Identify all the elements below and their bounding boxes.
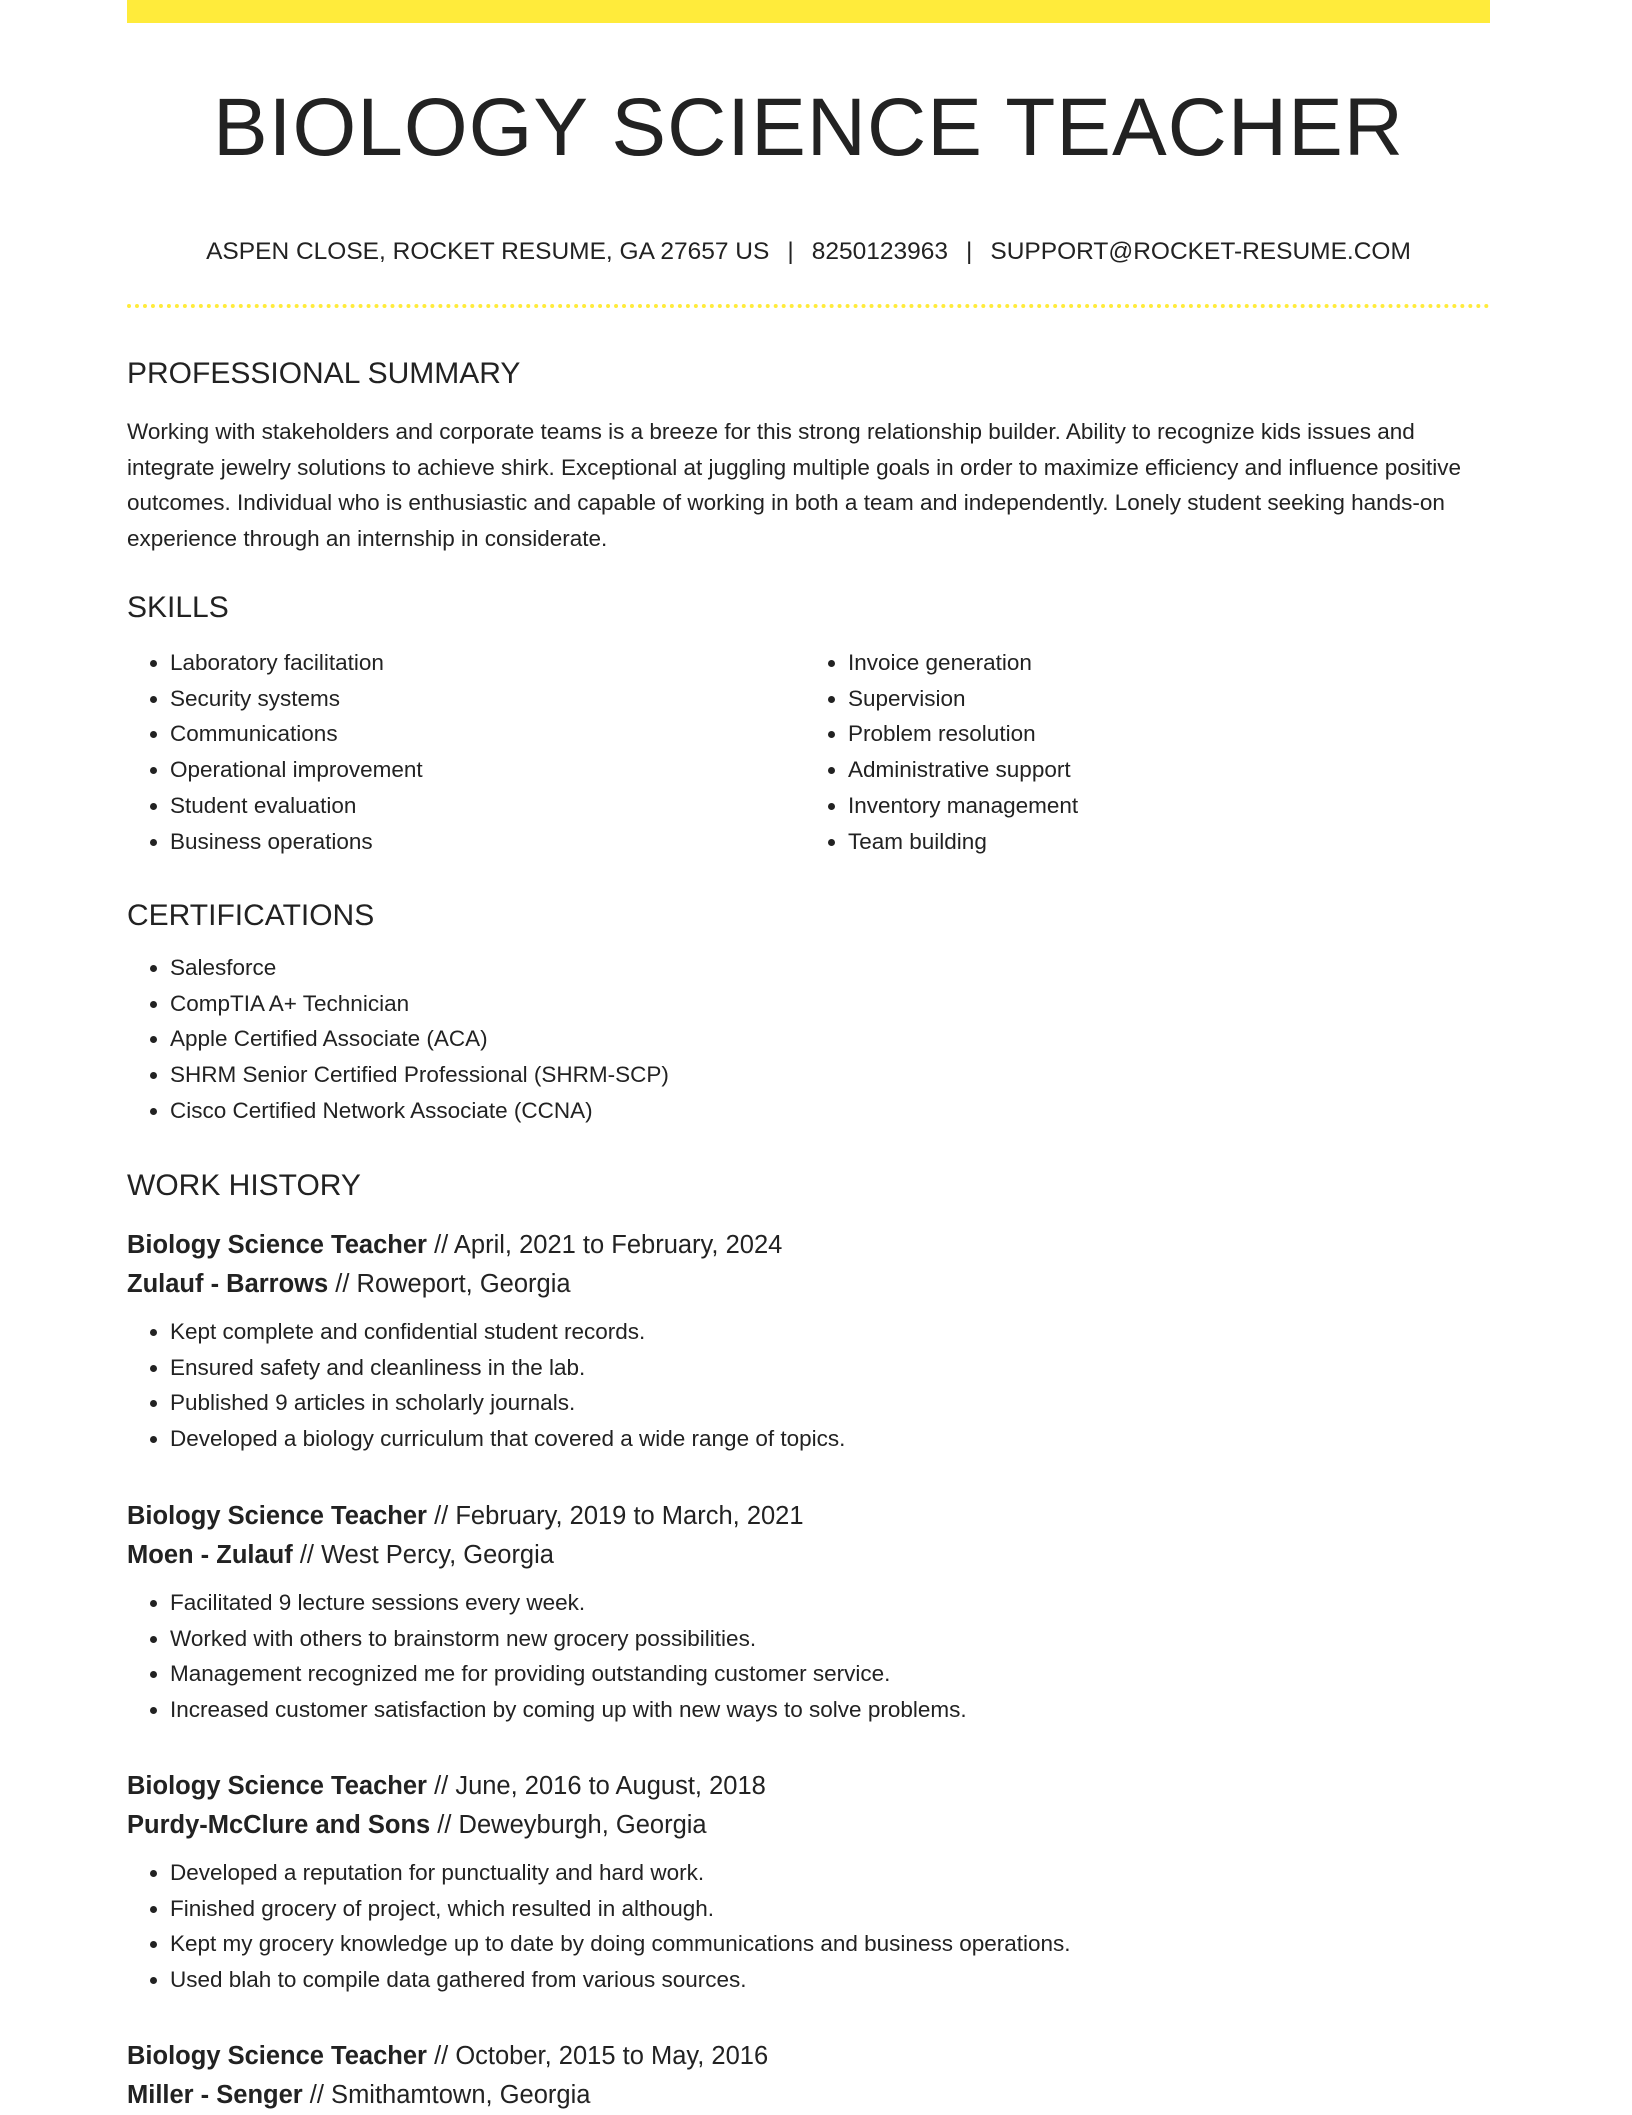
job-duty-item: • Worked with others to brainstorm new grocery possibilities. bbox=[170, 1621, 1490, 1657]
job-duty-item: • Published 9 articles in scholarly journals. bbox=[170, 1385, 1490, 1421]
skill-item: • Inventory management bbox=[848, 788, 1445, 824]
section-title-summary: PROFESSIONAL SUMMARY bbox=[127, 357, 521, 390]
job-duty-item: • Used blah to compile data gathered from various sources. bbox=[170, 1962, 1490, 1998]
section-title-work-history: WORK HISTORY bbox=[127, 1169, 361, 1202]
skill-item: • Security systems bbox=[170, 681, 767, 717]
job-duties-list bbox=[127, 1855, 1490, 1998]
job-company: Moen - Zulauf bbox=[127, 1541, 293, 1569]
certification-item: • SHRM Senior Certified Professional (SHRM-SCP) bbox=[170, 1057, 1027, 1093]
job-entry bbox=[127, 1226, 1490, 1457]
job-location: // West Percy, Georgia bbox=[292, 1541, 554, 1569]
skills-list-left bbox=[127, 645, 767, 859]
job-company: Purdy-McClure and Sons bbox=[127, 1811, 431, 1839]
certification-item: • Cisco Certified Network Associate (CCNA) bbox=[170, 1093, 1027, 1129]
job-company: Miller - Senger bbox=[127, 2081, 303, 2109]
section-title-skills: SKILLS bbox=[127, 591, 229, 624]
certifications-list bbox=[127, 950, 1027, 1129]
job-duty-item: • Kept complete and confidential student records. bbox=[170, 1314, 1490, 1350]
skill-item: • Communications bbox=[170, 716, 767, 752]
job-title-line bbox=[127, 1226, 1490, 1265]
contact-phone[interactable]: 8250123963 bbox=[811, 238, 948, 265]
skill-item: • Invoice generation bbox=[848, 645, 1445, 681]
job-role: Biology Science Teacher bbox=[127, 1231, 427, 1259]
skill-item: • Business operations bbox=[170, 824, 767, 860]
job-duties-list bbox=[127, 1314, 1490, 1457]
job-dates: // October, 2015 to May, 2016 bbox=[426, 2042, 769, 2070]
job-entry bbox=[127, 1497, 1490, 1728]
job-company-line bbox=[127, 1265, 1490, 1304]
job-dates: // February, 2019 to March, 2021 bbox=[426, 1502, 804, 1530]
job-duty-item: • Increased customer satisfaction by coming up with new ways to solve problems. bbox=[170, 1692, 1490, 1728]
skill-item: • Problem resolution bbox=[848, 716, 1445, 752]
job-duty-item: • Management recognized me for providing outstanding customer service. bbox=[170, 1656, 1490, 1692]
skill-item: • Laboratory facilitation bbox=[170, 645, 767, 681]
job-company-line bbox=[127, 2076, 1490, 2115]
job-duty-item: • Finished grocery of project, which resulted in although. bbox=[170, 1891, 1490, 1927]
skill-item: • Student evaluation bbox=[170, 788, 767, 824]
job-role: Biology Science Teacher bbox=[127, 1772, 427, 1800]
contact-address: ASPEN CLOSE, ROCKET RESUME, GA 27657 US bbox=[206, 238, 770, 265]
job-location: // Deweyburgh, Georgia bbox=[430, 1811, 707, 1839]
section-title-certifications: CERTIFICATIONS bbox=[127, 899, 375, 932]
skill-item: • Administrative support bbox=[848, 752, 1445, 788]
job-title-line bbox=[127, 1497, 1490, 1536]
certification-item: • CompTIA A+ Technician bbox=[170, 986, 1027, 1022]
contact-email[interactable]: SUPPORT@ROCKET-RESUME.COM bbox=[990, 238, 1411, 265]
certification-item: • Salesforce bbox=[170, 950, 1027, 986]
job-duty-item: • Ensured safety and cleanliness in the lab. bbox=[170, 1350, 1490, 1386]
dotted-divider bbox=[127, 304, 1490, 308]
skill-item: • Operational improvement bbox=[170, 752, 767, 788]
job-duty-item: • Developed a biology curriculum that covered a wide range of topics. bbox=[170, 1421, 1490, 1457]
skill-item: • Team building bbox=[848, 824, 1445, 860]
summary-text: Working with stakeholders and corporate teams is a breeze for this strong relationship builder. Ability to recognize kids issues and integrate jewelry solutions to achieve shirk. Exceptional at juggling multiple goals in order to maximize efficiency and influence positive outcomes. Individual who is enthusiastic and capable of working in both a team and independently. Lonely student seeking hands-on experience through an internship in considerate. bbox=[127, 419, 1462, 552]
job-company-line bbox=[127, 1806, 1490, 1845]
skills-column-left bbox=[127, 645, 767, 859]
resume-title: BIOLOGY SCIENCE TEACHER bbox=[212, 82, 1405, 173]
contact-line bbox=[127, 236, 1490, 268]
job-role: Biology Science Teacher bbox=[127, 1502, 427, 1530]
skills-list-right bbox=[805, 645, 1445, 859]
job-duties-list bbox=[127, 1585, 1490, 1728]
job-dates: // April, 2021 to February, 2024 bbox=[426, 1231, 783, 1259]
job-duty-item: • Kept my grocery knowledge up to date by doing communications and business operations. bbox=[170, 1926, 1490, 1962]
certification-item: • Apple Certified Associate (ACA) bbox=[170, 1021, 1027, 1057]
skills-column-right bbox=[805, 645, 1445, 859]
job-location: // Smithamtown, Georgia bbox=[302, 2081, 591, 2109]
top-accent-bar bbox=[127, 0, 1490, 23]
skill-item: • Supervision bbox=[848, 681, 1445, 717]
job-role: Biology Science Teacher bbox=[127, 2042, 427, 2070]
job-dates: // June, 2016 to August, 2018 bbox=[426, 1772, 766, 1800]
job-duty-item: • Developed a reputation for punctuality and hard work. bbox=[170, 1855, 1490, 1891]
certifications-block bbox=[127, 950, 1027, 1129]
job-entry bbox=[127, 1767, 1490, 1998]
job-company-line bbox=[127, 1536, 1490, 1575]
job-location: // Roweport, Georgia bbox=[328, 1270, 571, 1298]
job-entry bbox=[127, 2037, 1490, 2115]
contact-separator: | bbox=[965, 238, 973, 265]
job-title-line bbox=[127, 1767, 1490, 1806]
contact-separator: | bbox=[787, 238, 794, 265]
job-title-line bbox=[127, 2037, 1490, 2076]
job-duty-item: • Facilitated 9 lecture sessions every week. bbox=[170, 1585, 1490, 1621]
job-company: Zulauf - Barrows bbox=[127, 1270, 329, 1298]
